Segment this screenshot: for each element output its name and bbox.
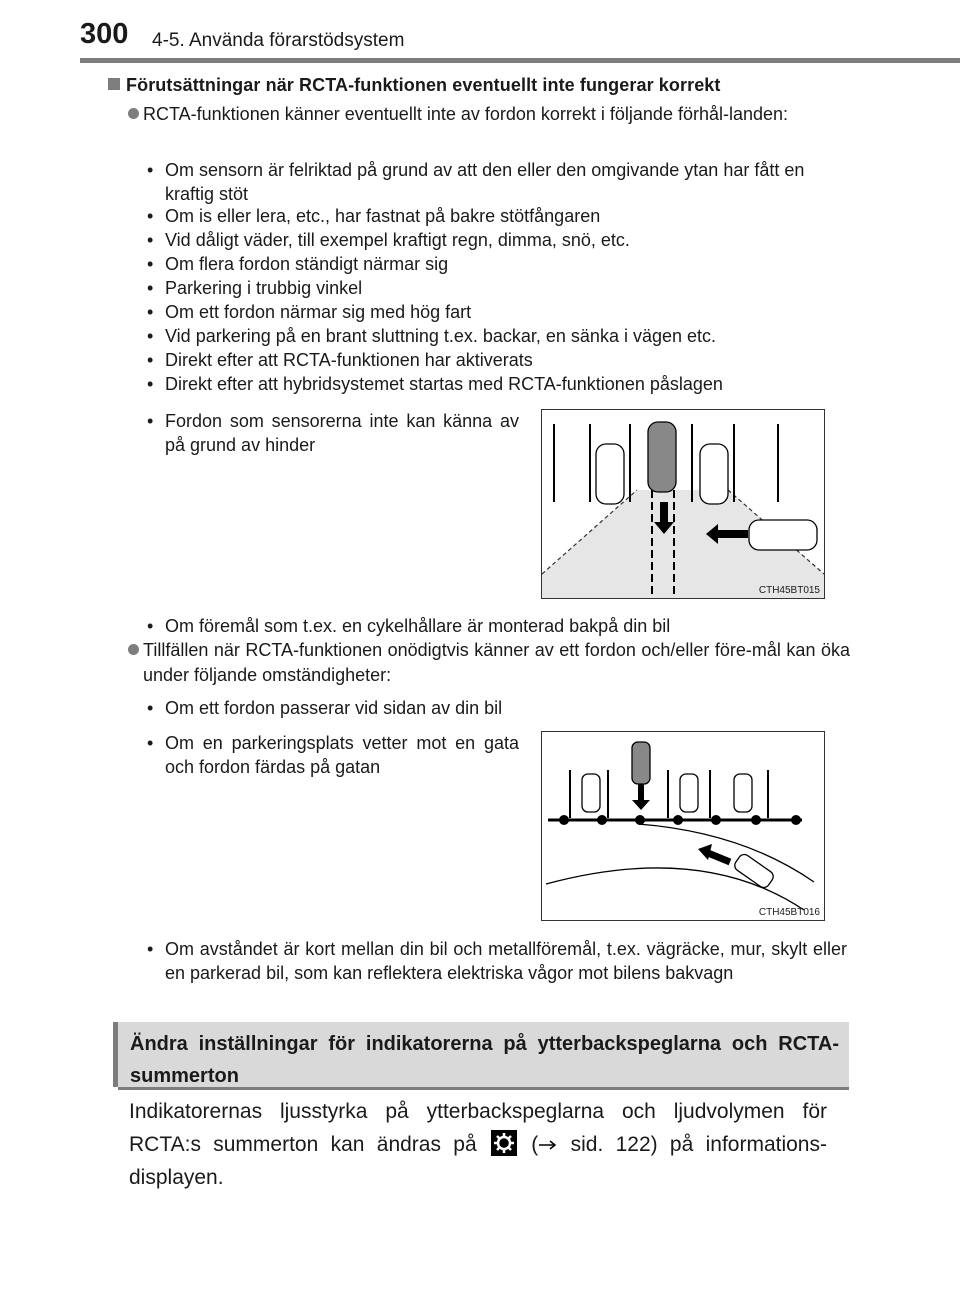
list-item: • Om ett fordon passerar vid sidan av din bil — [147, 698, 503, 718]
list-item-figure2: • Om en parkeringsplats vetter mot en gata och fordon färdas på gatan — [147, 733, 519, 777]
body-paragraph: Indikatorernas ljusstyrka på ytterbackspeglarna och ljudvolymen för RCTA:s summerton kan ändras på ( sid. 122) på informations-displayen. — [129, 1100, 827, 1189]
settings-gear-icon — [491, 1130, 517, 1156]
section-title: Ändra inställningar för indikatorerna på ytterbackspeglarna och RCTA-summerton — [130, 1033, 839, 1087]
section-banner — [113, 1022, 849, 1087]
list-item: • Direkt efter att hybridsystemet startas med RCTA-funktionen påslagen — [147, 374, 723, 394]
list-item: • Vid dåligt väder, till exempel kraftigt regn, dimma, snö, etc. — [147, 230, 630, 250]
arrow-right-icon — [538, 1128, 558, 1161]
figure-code: CTH45BT016 — [758, 907, 820, 918]
list-item: • Om avståndet är kort mellan din bil och metallföremål, t.ex. vägräcke, mur, skylt eller en parkerad bil, som kan reflektera elektriska vågor mot bilens bakvagn — [147, 939, 847, 983]
list-item: • Om flera fordon ständigt närmar sig — [147, 254, 449, 274]
circle-item-1: RCTA-funktionen känner eventuellt inte av fordon korrekt i följande förhål-landen: — [128, 102, 850, 127]
figure-parking-street — [541, 731, 825, 921]
list-item: • Om sensorn är felriktad på grund av att den eller den omgivande ytan har fått en kraftig stöt — [147, 160, 805, 204]
header-rule — [80, 58, 960, 63]
circle-bullet-icon — [128, 108, 139, 119]
square-bullet-icon — [108, 78, 120, 90]
list-item: • Parkering i trubbig vinkel — [147, 278, 363, 298]
list-item-figure1: • Fordon som sensorerna inte kan känna av på grund av hinder — [147, 411, 519, 455]
chapter-title: 4-5. Använda förarstödsystem — [152, 30, 405, 51]
circle-bullet-icon — [128, 644, 139, 655]
page-number: 300 — [80, 18, 129, 50]
circle-item-2: Tillfällen när RCTA-funktionen onödigtvis känner av ett fordon och/eller före-mål kan öka under följande omständigheter: — [128, 638, 850, 688]
parking-illustration-2 — [542, 732, 824, 920]
list-item: • Vid parkering på en brant sluttning t.ex. backar, en sänka i vägen etc. — [147, 326, 717, 346]
list-item: • Om is eller lera, etc., har fastnat på bakre stötfångaren — [147, 206, 601, 226]
list-item: • Om föremål som t.ex. en cykelhållare är monterad bakpå din bil — [147, 616, 671, 636]
list-item: • Direkt efter att RCTA-funktionen har aktiverats — [147, 350, 533, 370]
figure-code: CTH45BT015 — [758, 585, 820, 596]
figure-parking-obstacle — [541, 409, 825, 599]
parking-illustration-1 — [542, 410, 824, 598]
section-heading: Förutsättningar när RCTA-funktionen eventuellt inte fungerar korrekt — [108, 75, 721, 96]
list-item: • Om ett fordon närmar sig med hög fart — [147, 302, 472, 322]
